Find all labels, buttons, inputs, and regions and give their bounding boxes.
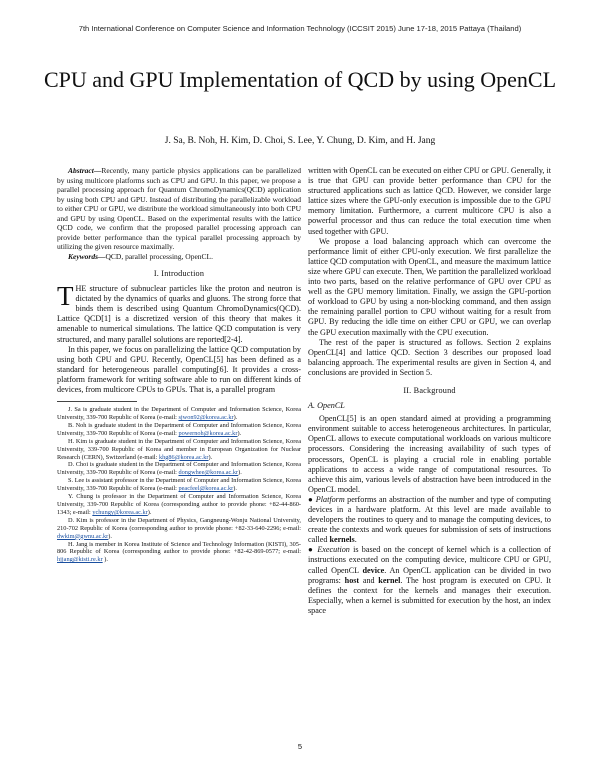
footnote: B. Noh is graduate student in the Department of Computer and Information Science, Korea University, 339-700 Republic of Korea (e-mail: powernoh@korea.ac.kr). <box>57 421 301 437</box>
page-number: 5 <box>297 742 303 751</box>
paper-title: CPU and GPU Implementation of QCD by using OpenCL <box>43 67 557 92</box>
email-link[interactable]: ychungy@korea.ac.kr <box>92 508 148 516</box>
footnote: Y. Chung is professor in the Department of Computer and Information Science, Korea University, 339-700 Republic of Korea (corresponding author to provide phone: +82-44-860-1343; e-mail: ychungy@korea.ac.kr). <box>57 493 301 516</box>
intro-paragraph-3: written with OpenCL can be executed on either CPU or GPU. Generally, it is true that GPU can provide better performance than CPU for the structured applications such as lattice QCD. However, we consider large lattice sizes where the GPU-only execution is impossible due to the GPU memory limitation. Furthermore, a current multicore CPU is also a powerful processor and thus can reduce the total execution time when used together with GPU. <box>308 166 551 236</box>
footnote: D. Choi is graduate student in the Department of Computer and Information Science, Korea University, 339-700 Republic of Korea (e-mail: dongwhee@korea.ac.kr). <box>57 461 301 477</box>
bullet-icon: ● <box>308 494 314 504</box>
drop-cap: T <box>57 281 74 312</box>
author-list: J. Sa, B. Noh, H. Kim, D. Choi, S. Lee, Y. Chung, D. Kim, and H. Jang <box>164 136 436 146</box>
abstract: Abstract—Recently, many particle physics applications can be parallelized by using multicore platforms such as CPU and GPU. In this paper, we propose a parallel processing approach for Quantum ChromoDynamics(QCD) application by using both CPU and GPU. Instead of distributing the parallelizable workload to either CPU or GPU, we distribute the workload simultaneously into both CPU and GPU by using OpenCL. Based on the experimental results with the lattice QCD code, we confirm that the proposed parallel processing approach can provide better performance than the typical parallel processing approach by utilizing the given resource maximally. <box>57 166 301 251</box>
intro-paragraph-1: THE structure of subnuclear particles like the proton and neutron is dictated by the dynamics of quarks and gluons. The strong force that binds them is described using Quantum ChromoDynamics(QCD). Lattice QCD[1] is a discretized version of this theory that makes it amenable to numerical simulations. The lattice QCD computation is very structured, and many parallel solutions are reported[2-4]. <box>57 281 301 344</box>
footnote: J. Sa is graduate student in the Department of Computer and Information Science, Korea University, 339-700 Republic of Korea (e-mail: sjwon92@korea.ac.kr). <box>57 406 301 422</box>
footnote: H. Kim is graduate student in the Department of Computer and Information Science, Korea University, 339-700 Republic of Korea and member in European Organization for Nuclear Research (CERN), Switzerland (e-mail: khg86@korea.ac.kr). <box>57 437 301 461</box>
subsection-heading-opencl: A. OpenCL <box>308 401 345 411</box>
keywords: Keywords—QCD, parallel processing, OpenCL. <box>68 251 213 261</box>
footnote: S. Lee is assistant professor in the Department of Computer and Information Science, Korea University, 339-700 Republic of Korea (e-mail: peacfeel@korea.ac.kr). <box>57 477 301 493</box>
footnote-rule <box>57 401 137 402</box>
keywords-text: QCD, parallel processing, OpenCL. <box>105 251 213 261</box>
abstract-label: Abstract <box>68 166 94 175</box>
bullet-execution: ● Execution is based on the concept of kernel which is a collection of instructions executed on the computing device, multicore CPU or GPU, called OpenCL device. An OpenCL application can be divided in two programs: host and kernel. The host program is executed on CPU. It defines the context for the kernels and manages their execution. Especially, when a kernel is submitted for execution by the host, an index space <box>308 545 551 615</box>
intro-paragraph-5: The rest of the paper is structured as follows. Section 2 explains OpenCL[4] and lattice QCD. Section 3 describes our proposed load balancing approach. The experimental results are given in Section 4, and conclusions are provided in Section 5. <box>308 337 551 377</box>
email-link[interactable]: hjjang@kisti.re.kr <box>57 556 103 564</box>
conference-header: 7th International Conference on Computer Science and Information Technology (ICCSIT 2015) June 17-18, 2015 Pattaya (Thailand) <box>78 24 522 33</box>
footnotes <box>57 406 301 564</box>
bullet-platform: ● Platform performs an abstraction of the number and type of computing devices in a hardware platform. At this level are made available to developers the routines to query and to manage the computing devices, to create the contexts and work queues for submission of sets of instructions called kernels. <box>308 494 551 545</box>
background-paragraph-1: OpenCL[5] is an open standard aimed at providing a programming environment suitable to access heterogeneous architectures. In particular, OpenCL allows to execute computational workloads on various multicore processors. Considering the increasing availability of such types of processors, OpenCL is playing a crucial role in enabling portable applications to access a wide range of computational resources. To achieve this aim, various levels of abstraction have been introduced in the OpenCL model. <box>308 414 551 494</box>
email-link[interactable]: sjwon92@korea.ac.kr <box>178 414 234 422</box>
email-link[interactable]: khg86@korea.ac.kr <box>158 453 209 461</box>
left-column <box>57 166 301 564</box>
right-column <box>308 166 551 616</box>
footnote: D. Kim is professor in the Department of Physics, Gangneung-Wonju National University, 210-702 Republic of Korea (corresponding author to provide phone: +82-33-640-2296; e-mail: dwkim@gwnu.ac.kr). <box>57 516 301 540</box>
email-link[interactable]: dwkim@gwnu.ac.kr <box>57 532 109 540</box>
section-heading-background: II. Background <box>403 385 456 395</box>
footnote: H. Jang is member in Korea Institute of Science and Technology Information (KISTI), 305-806 Republic of Korea (corresponding author to provide phone: +82-42-869-0577; e-mail: hjjang@kisti.re.kr ). <box>57 540 301 564</box>
intro-paragraph-4: We propose a load balancing approach which can overcome the performance limit of either CPU-only execution. We first parallelize the lattice QCD computation with OpenCL, and measure the maximum lattice size where GPU can execute. Then, We partition the parallelized workload into two parts, based on the relative performance of GPU over CPU as well as the GPU memory limitation. Finally, we assign the GPU-portion of workload to GPU by using a non-blocking command, and then assign the remaining parallel portion to CPU without waiting for a result from GPU. By reducing the idle time on either CPU or GPU, we can overlap the GPU execution maximally with the CPU execution. <box>308 236 551 337</box>
email-link[interactable]: dongwhee@korea.ac.kr <box>178 469 239 477</box>
keywords-label: Keywords <box>68 251 98 261</box>
section-heading-introduction: I. Introduction <box>153 269 205 278</box>
abstract-text: Recently, many particle physics applications can be parallelized by using multicore platforms such as CPU and GPU. In this paper, we propose a parallel processing approach for Quantum ChromoDynamics(QCD) application by using both CPU and GPU. Instead of distributing the parallelizable workload to either CPU or GPU, we distribute the workload simultaneously into both CPU and GPU by using OpenCL. Based on the experimental results with the lattice QCD code, we confirm that the proposed parallel processing approach can provide better performance than the typical parallel processing approach by utilizing the given resource maximally. <box>57 166 301 251</box>
intro-paragraph-2: In this paper, we focus on parallelizing the lattice QCD computation by using both CPU and GPU. Recently, OpenCL[5] has been defined as a standard for heterogeneous parallel computing[6]. It provides a cross-platform framework for writing software able to run on different kinds of devices, from multicore CPUs to GPUs. That is, a parallel program <box>57 344 301 395</box>
email-link[interactable]: powernoh@korea.ac.kr <box>178 429 238 437</box>
bullet-icon: ● <box>308 545 315 555</box>
email-link[interactable]: peacfeel@korea.ac.kr <box>178 485 234 493</box>
